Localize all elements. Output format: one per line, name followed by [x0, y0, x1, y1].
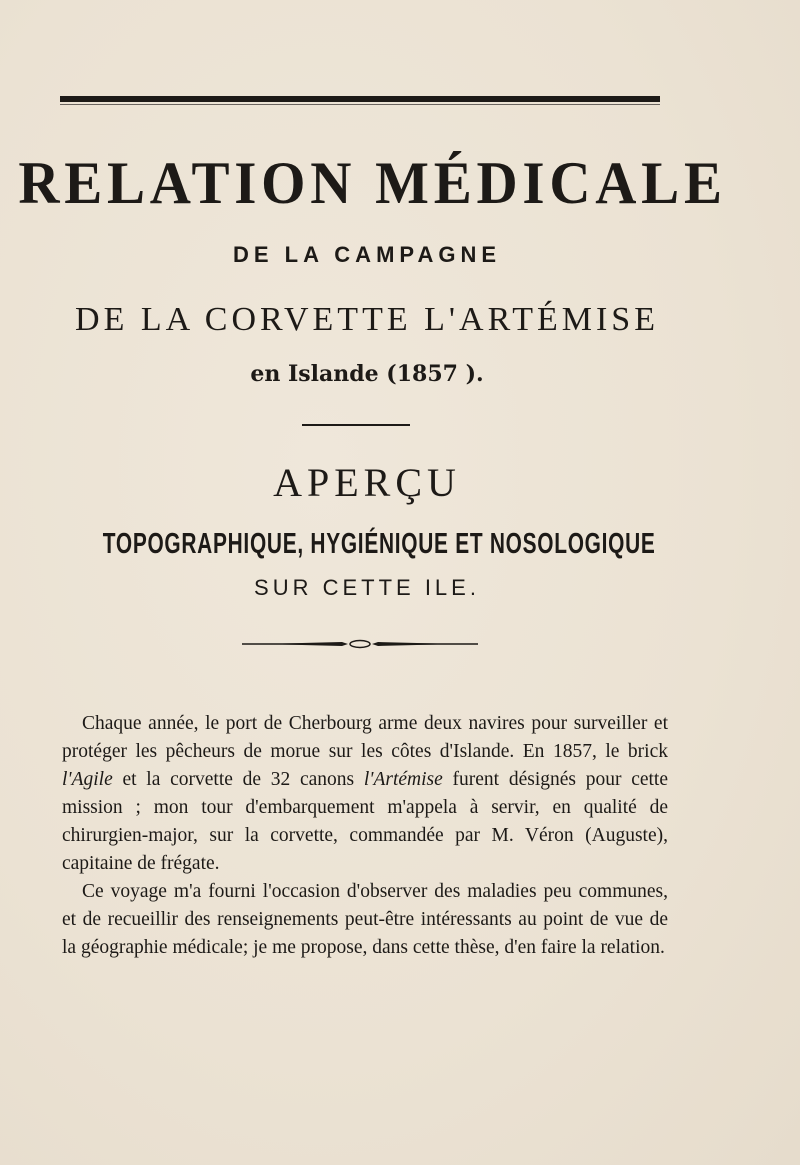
paragraph-1-part-a: Chaque année, le port de Cherbourg arme deux navires pour surveiller et protéger les pêcheurs de morue sur les côtes d'Islande. En 1857, le brick — [62, 713, 668, 762]
main-title: RELATION MÉDICALE — [18, 150, 727, 216]
body-text — [62, 710, 668, 962]
subtitle-islande: en Islande (1857 ). — [250, 361, 484, 387]
section-divider — [302, 424, 410, 426]
section-title: APERÇU — [273, 460, 461, 505]
top-rule-thin — [60, 104, 660, 105]
paragraph-1-part-c: furent désignés pour cette mission ; mon tour d'embarquement m'appela à servir, en qualité de chirurgien-major, sur la corvette, commandée par M. Véron (Auguste), capitaine de frégate. — [62, 769, 668, 874]
subtitle-corvette: DE LA CORVETTE L'ARTÉMISE — [75, 301, 659, 338]
paragraph-1 — [62, 710, 668, 878]
ornament-divider — [242, 636, 478, 652]
ship-name-artemise: l'Artémise — [363, 769, 443, 790]
section-subtitle-2: SUR CETTE ILE. — [254, 575, 480, 600]
paragraph-2: Ce voyage m'a fourni l'occasion d'observer des maladies peu communes, et de recueillir des renseignements peut-être intéressants au point de vue de la géographie médicale; je me propose, dans cette thèse, d'en faire la relation. — [62, 881, 668, 958]
section-subtitle: TOPOGRAPHIQUE, HYGIÉNIQUE ET NOSOLOGIQUE — [102, 528, 656, 560]
paragraph-1-part-b: et la corvette de 32 canons — [112, 769, 364, 790]
top-rule — [60, 96, 660, 102]
ship-name-agile: l'Agile — [62, 769, 113, 790]
subtitle-campagne: DE LA CAMPAGNE — [233, 242, 501, 267]
